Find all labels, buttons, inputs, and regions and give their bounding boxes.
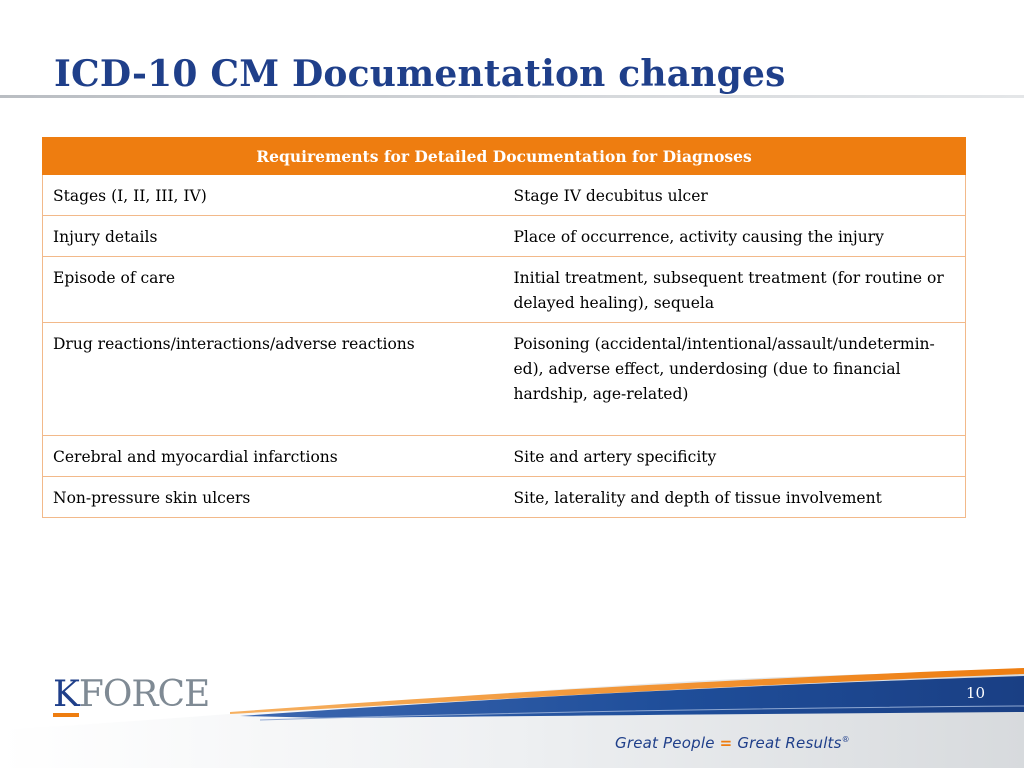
- requirement-cell: Cerebral and myocardial infarctions: [43, 436, 504, 477]
- requirement-cell: Stages (I, II, III, IV): [43, 175, 504, 216]
- logo-initial: K: [53, 674, 79, 715]
- example-cell: Stage IV decubitus ulcer: [504, 175, 966, 216]
- kforce-logo: [53, 674, 209, 716]
- page-number: 10: [966, 684, 986, 702]
- table-header: Requirements for Detailed Documentation for Diagnoses: [43, 138, 966, 175]
- requirement-cell: Episode of care: [43, 257, 504, 323]
- example-cell: Place of occurrence, activity causing the injury: [504, 216, 966, 257]
- table-row: [43, 323, 966, 436]
- tagline: [615, 734, 850, 752]
- table-row: [43, 216, 966, 257]
- table-row: [43, 175, 966, 216]
- requirement-cell: Drug reactions/interactions/adverse reactions: [43, 323, 504, 436]
- table-row: [43, 257, 966, 323]
- tagline-equals: =: [719, 734, 733, 752]
- example-cell: Initial treatment, subsequent treatment (for routine or delayed healing), sequela: [504, 257, 966, 323]
- footer-blue-band: [240, 676, 1024, 718]
- requirement-cell: Injury details: [43, 216, 504, 257]
- table-row: [43, 436, 966, 477]
- requirement-cell: Non-pressure skin ulcers: [43, 477, 504, 518]
- tagline-right: Great Results: [737, 734, 842, 752]
- table-header-row: [43, 138, 966, 175]
- slide-title: ICD-10 CM Documentation changes: [54, 53, 786, 95]
- table-row: [43, 477, 966, 518]
- tagline-registered-mark: ®: [841, 735, 850, 744]
- title-divider: [0, 95, 1024, 98]
- requirements-table: [42, 137, 966, 518]
- example-cell: Site and artery specificity: [504, 436, 966, 477]
- logo-rest: FORCE: [78, 674, 210, 715]
- example-cell: Site, laterality and depth of tissue involvement: [504, 477, 966, 518]
- tagline-left: Great People: [615, 734, 715, 752]
- example-cell: Poisoning (accidental/intentional/assault/undetermin-ed), adverse effect, underdosing (due to financial hardship, age-related): [504, 323, 966, 436]
